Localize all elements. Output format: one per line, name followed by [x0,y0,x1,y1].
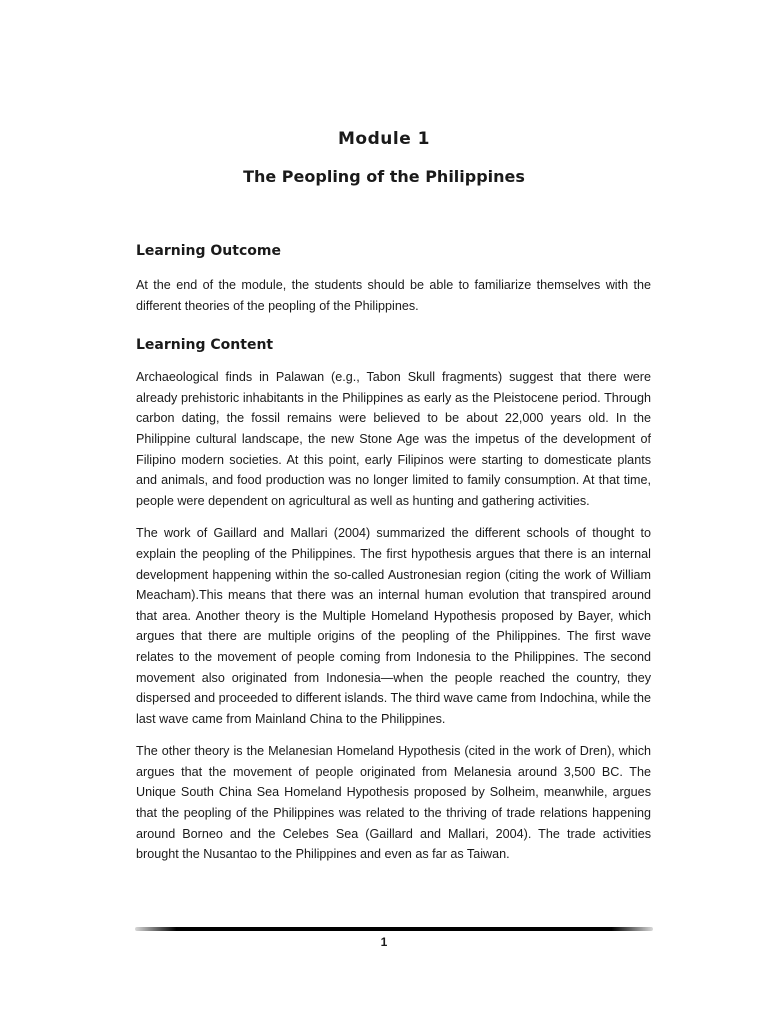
content-paragraph-2: The work of Gaillard and Mallari (2004) summarized the different schools of thought to explain the peopling of the Philippines. The first hypothesis argues that there is an internal development happening within the so-called Austronesian region (citing the work of William Meacham).This means that there was an internal human evolution that transpired around that area. Another theory is the Multiple Homeland Hypothesis proposed by Bayer, which argues that there are multiple origins of the peopling of the Philippines. The first wave relates to the movement of people coming from Indonesia to the Philippines. The second movement also originated from Indonesia—when the people reached the country, they dispersed and proceeded to different islands. The third wave came from Indochina, while the last wave came from Mainland China to the Philippines. [136,526,651,726]
footer-divider [135,927,653,931]
title-block [0,126,768,190]
learning-content-heading: Learning Content [136,337,274,354]
content-paragraph-1: Archaeological finds in Palawan (e.g., Tabon Skull fragments) suggest that there were already prehistoric inhabitants in the Philippines as early as the Pleistocene period. Through carbon dating, the fossil remains were believed to be about 22,000 years old. In the Philippine cultural landscape, the new Stone Age was the impetus of the development of Filipino modern societies. At this point, early Filipinos were starting to domesticate plants and animals, and food production was no longer limited to family consumption. At that time, people were dependent on agricultural as well as hunting and gathering activities. [136,370,651,508]
module-label: Module 1 [338,129,430,149]
page-number: 1 [380,935,388,949]
content-paragraph-3: The other theory is the Melanesian Homeland Hypothesis (cited in the work of Dren), which argues that the movement of people originated from Melanesia around 3,500 BC. The Unique South China Sea Homeland Hypothesis proposed by Solheim, meanwhile, argues that the peopling of the Philippines was related to the thriving of trade relations happening around Borneo and the Celebes Sea (Gaillard and Mallari, 2004). The trade activities brought the Nusantao to the Philippines and even as far as Taiwan. [136,744,651,862]
learning-outcome-text: At the end of the module, the students should be able to familiarize themselves with the different theories of the peopling of the Philippines. [136,278,651,313]
module-title: The Peopling of the Philippines [243,167,525,186]
document-body [136,236,651,865]
learning-outcome-heading: Learning Outcome [136,243,281,259]
